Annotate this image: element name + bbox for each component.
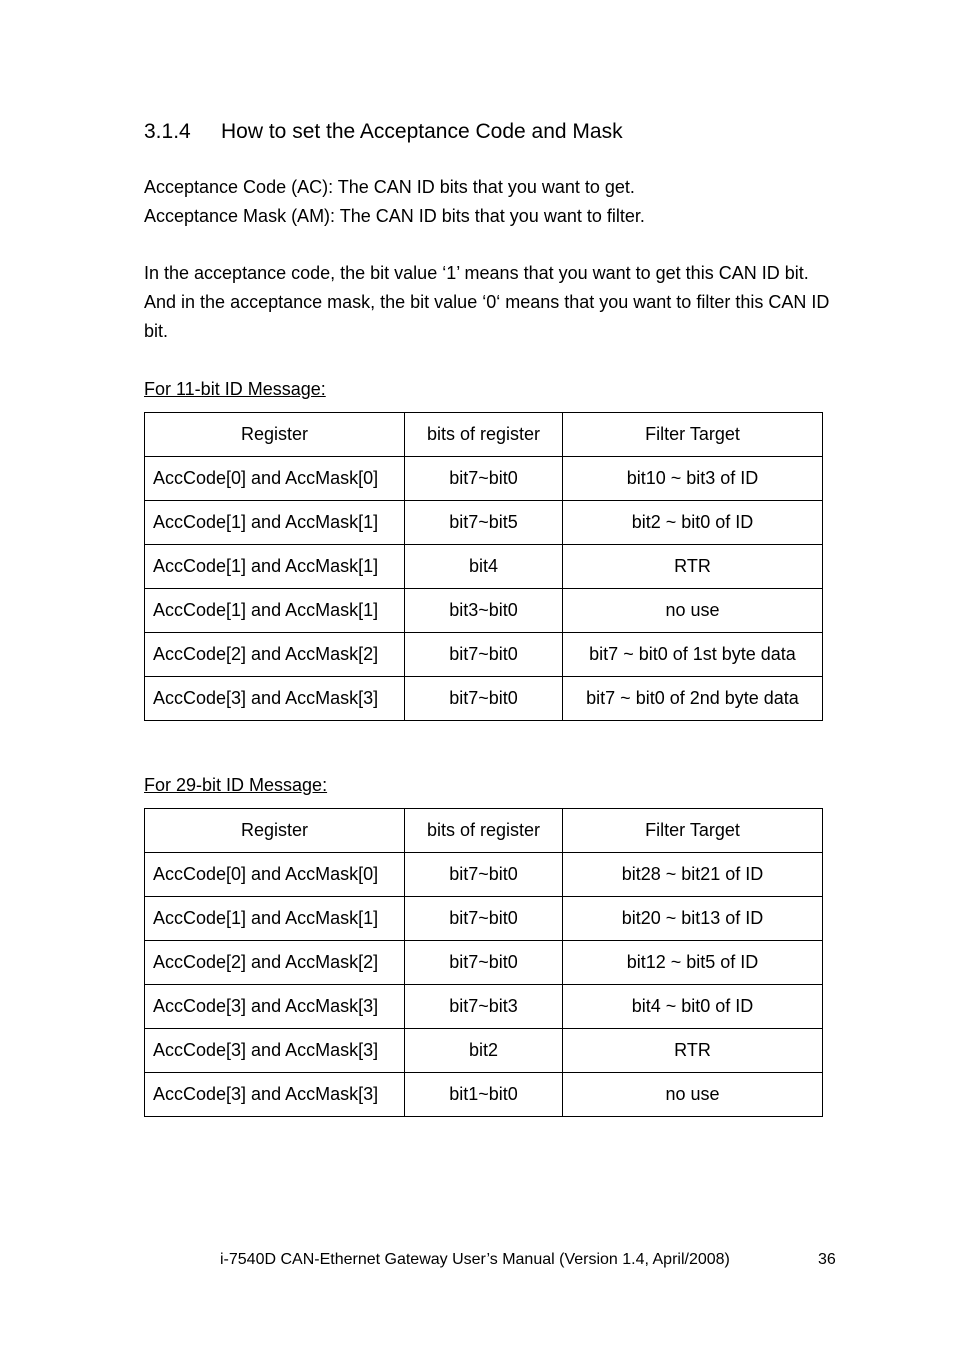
table-row <box>145 545 823 589</box>
cell-bits: bit3~bit0 <box>405 589 563 633</box>
cell-filter-target: bit4 ~ bit0 of ID <box>563 985 823 1029</box>
cell-bits: bit1~bit0 <box>405 1073 563 1117</box>
cell-bits: bit7~bit3 <box>405 985 563 1029</box>
cell-filter-target: bit10 ~ bit3 of ID <box>563 457 823 501</box>
table-row <box>145 633 823 677</box>
table-row <box>145 501 823 545</box>
cell-bits: bit2 <box>405 1029 563 1073</box>
table-11bit-caption: For 11-bit ID Message: <box>144 379 326 399</box>
footer-text: i-7540D CAN-Ethernet Gateway User’s Manual (Version 1.4, April/2008) <box>220 1251 730 1268</box>
table-row <box>145 985 823 1029</box>
cell-bits: bit7~bit0 <box>405 853 563 897</box>
cell-filter-target: bit20 ~ bit13 of ID <box>563 897 823 941</box>
table-row <box>145 853 823 897</box>
cell-register: AccCode[2] and AccMask[2] <box>145 941 405 985</box>
cell-bits: bit7~bit5 <box>405 501 563 545</box>
table-29bit-caption: For 29-bit ID Message: <box>144 775 328 795</box>
header-register: Register <box>145 809 405 853</box>
definition-acceptance-code: Acceptance Code (AC): The CAN ID bits that you want to get. <box>144 177 635 197</box>
cell-register: AccCode[2] and AccMask[2] <box>145 633 405 677</box>
cell-register: AccCode[0] and AccMask[0] <box>145 853 405 897</box>
cell-register: AccCode[3] and AccMask[3] <box>145 677 405 721</box>
definition-acceptance-mask: Acceptance Mask (AM): The CAN ID bits that you want to filter. <box>144 206 645 226</box>
table-row <box>145 897 823 941</box>
table-row <box>145 457 823 501</box>
table-header-row <box>145 809 823 853</box>
section-number: 3.1.4 <box>144 120 191 143</box>
header-register: Register <box>145 413 405 457</box>
cell-register: AccCode[0] and AccMask[0] <box>145 457 405 501</box>
cell-bits: bit4 <box>405 545 563 589</box>
page-number: 36 <box>818 1251 836 1268</box>
cell-filter-target: no use <box>563 589 823 633</box>
table-row <box>145 1029 823 1073</box>
cell-register: AccCode[3] and AccMask[3] <box>145 1029 405 1073</box>
cell-bits: bit7~bit0 <box>405 897 563 941</box>
cell-register: AccCode[3] and AccMask[3] <box>145 985 405 1029</box>
header-filter-target: Filter Target <box>563 809 823 853</box>
header-filter-target: Filter Target <box>563 413 823 457</box>
section-heading <box>144 118 623 146</box>
cell-register: AccCode[3] and AccMask[3] <box>145 1073 405 1117</box>
cell-bits: bit7~bit0 <box>405 677 563 721</box>
cell-filter-target: no use <box>563 1073 823 1117</box>
cell-filter-target: bit7 ~ bit0 of 1st byte data <box>563 633 823 677</box>
header-bits-of-register: bits of register <box>405 809 563 853</box>
table-row <box>145 677 823 721</box>
cell-bits: bit7~bit0 <box>405 633 563 677</box>
cell-register: AccCode[1] and AccMask[1] <box>145 897 405 941</box>
cell-bits: bit7~bit0 <box>405 457 563 501</box>
table-row <box>145 941 823 985</box>
cell-register: AccCode[1] and AccMask[1] <box>145 589 405 633</box>
table-11bit <box>144 412 823 721</box>
table-29bit <box>144 808 823 1117</box>
cell-register: AccCode[1] and AccMask[1] <box>145 545 405 589</box>
header-bits-of-register: bits of register <box>405 413 563 457</box>
cell-filter-target: bit2 ~ bit0 of ID <box>563 501 823 545</box>
table-header-row <box>145 413 823 457</box>
cell-filter-target: RTR <box>563 545 823 589</box>
definitions <box>144 173 844 231</box>
table-row <box>145 1073 823 1117</box>
cell-filter-target: bit28 ~ bit21 of ID <box>563 853 823 897</box>
cell-register: AccCode[1] and AccMask[1] <box>145 501 405 545</box>
explanation-paragraph: In the acceptance code, the bit value ‘1’ means that you want to get this CAN ID bit. And in the acceptance mask, the bit value ‘0‘ means that you want to filter this CAN ID bit. <box>144 263 830 341</box>
cell-filter-target: RTR <box>563 1029 823 1073</box>
section-title: How to set the Acceptance Code and Mask <box>221 120 623 143</box>
cell-bits: bit7~bit0 <box>405 941 563 985</box>
cell-filter-target: bit12 ~ bit5 of ID <box>563 941 823 985</box>
cell-filter-target: bit7 ~ bit0 of 2nd byte data <box>563 677 823 721</box>
table-row <box>145 589 823 633</box>
